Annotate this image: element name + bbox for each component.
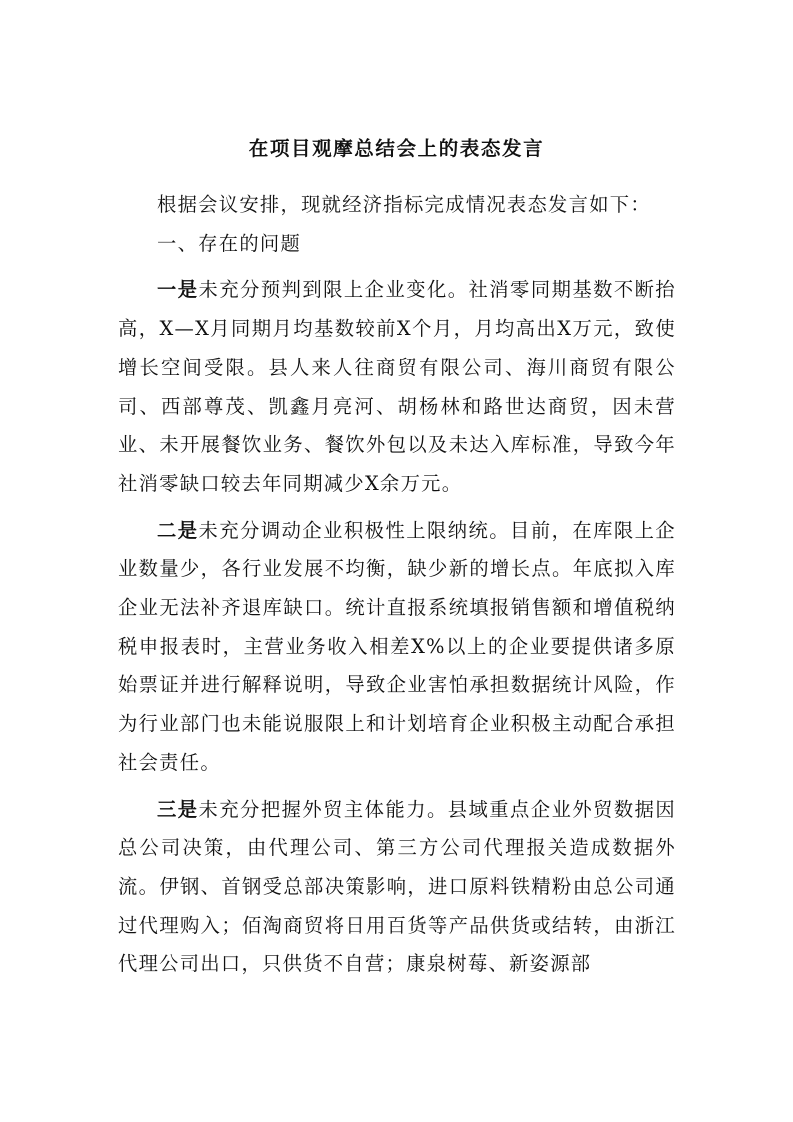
intro-paragraph: 根据会议安排，现就经济指标完成情况表态发言如下： <box>157 193 651 216</box>
document-title: 在项目观摩总结会上的表态发言 <box>248 137 545 160</box>
item-lead-1: 一是 <box>157 278 199 302</box>
item-text-2: 未充分调动企业积极性上限纳统。目前，在库限上企业数量少，各行业发展不均衡，缺少新的增长点。年底拟入库企业无法补齐退库缺口。统计直报系统填报销售额和增值税纳税申报表时，主营业务收入相差X%以上的企业要提供诸多原始票证并进行解释说明，导致企业害怕承担数据统计风险，作为行业部门也未能说服限上和计划培育企业积极主动配合承担社会责任。 <box>118 518 676 774</box>
section-heading: 一、存在的问题 <box>157 231 302 255</box>
item-paragraph-1 <box>118 271 676 503</box>
item-lead-2: 二是 <box>157 518 199 542</box>
item-paragraph-2 <box>118 512 676 783</box>
item-text-1: 未充分预判到限上企业变化。社消零同期基数不断抬高，X—X月同期月均基数较前X个月，月均高出X万元，致使增长空间受限。县人来人往商贸有限公司、海川商贸有限公司、西部尊茂、凯鑫月亮河、胡杨林和路世达商贸，因未营业、未开展餐饮业务、餐饮外包以及未达入库标准，导致今年社消零缺口较去年同期减少X余万元。 <box>118 278 676 495</box>
item-text-3: 未充分把握外贸主体能力。县域重点企业外贸数据因总公司决策，由代理公司、第三方公司代理报关造成数据外流。伊钢、首钢受总部决策影响，进口原料铁精粉由总公司通过代理购入；佰淘商贸将日用百货等产品供货或结转，由浙江代理公司出口，只供货不自营；康泉树莓、新姿源部 <box>118 797 676 976</box>
item-lead-3: 三是 <box>157 797 199 821</box>
document-body <box>118 186 676 984</box>
item-paragraph-3 <box>118 791 676 985</box>
